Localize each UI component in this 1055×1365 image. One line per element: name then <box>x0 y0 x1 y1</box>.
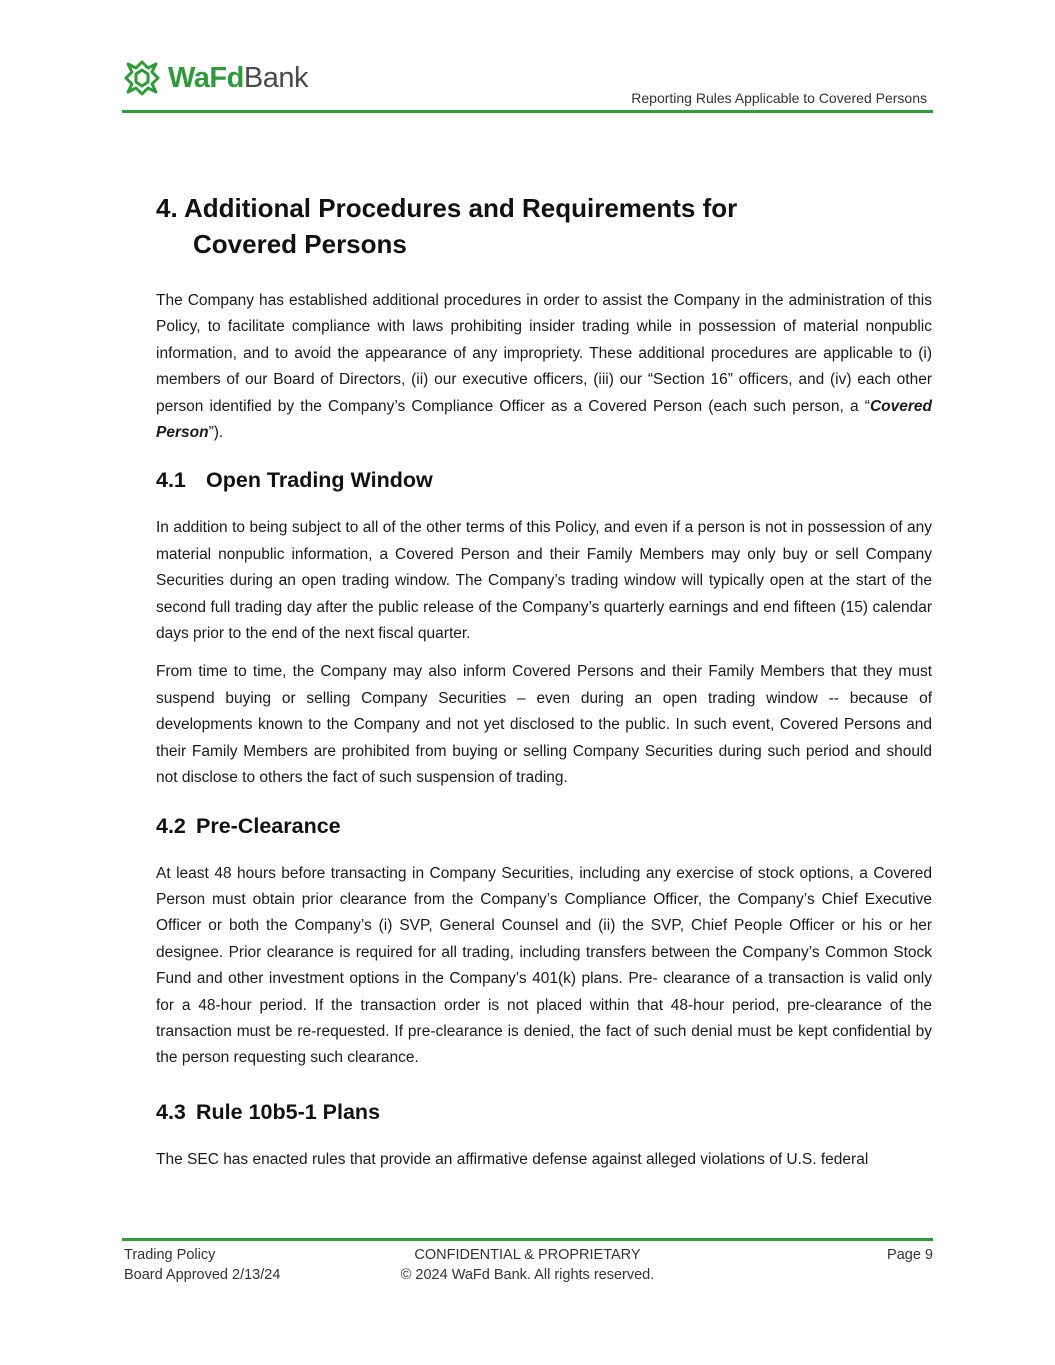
header-divider <box>122 110 933 113</box>
logo-wafd: WaFd <box>168 62 244 94</box>
intro-text-pre: The Company has established additional procedures in order to assist the Company in the administration of this Policy, to facilitate compliance with laws prohibiting insider trading while in possession of material nonpublic information, and to avoid the appearance of any impropriety. These additional procedures are applicable to (i) members of our Board of Directors, (ii) our executive officers, (iii) our “Section 16” officers, and (iv) each other person identified by the Company’s Compliance Officer as a Covered Person (each such person, a “ <box>156 292 932 415</box>
footer-confidential: CONFIDENTIAL & PROPRIETARY <box>414 1247 641 1263</box>
footer-page-number: Page 9 <box>887 1247 933 1263</box>
section-4-2-heading <box>156 814 932 839</box>
intro-text-post: ”). <box>208 424 224 442</box>
section-4-2-title: Pre-Clearance <box>196 813 341 838</box>
footer-approval-date: Board Approved 2/13/24 <box>124 1267 281 1283</box>
footer-divider <box>122 1238 933 1241</box>
footer-policy-name: Trading Policy <box>124 1247 216 1263</box>
section-4-1-title: Open Trading Window <box>206 468 433 493</box>
section-4-2-paragraph-1: At least 48 hours before transacting in Company Securities, including any exercise of stock options, a Covered Person must obtain prior clearance from the Company’s Compliance Officer, the Company’s Chief Executive Officer or both the Company’s (i) SVP, General Counsel and (ii) the SVP, Chief People Officer or his or her designee. Prior clearance is required for all trading, including transfers between the Company’s Common Stock Fund and other investment options in the Company’s 401(k) plans. Pre- clearance of a transaction is valid only for a 48-hour period. If the transaction order is not placed within that 48-hour period, pre-clearance of the transaction must be re-requested. If pre-clearance is denied, the fact of such denial must be kept confidential by the person requesting such clearance. <box>156 864 932 1067</box>
logo-wordmark <box>168 60 308 96</box>
wafd-logo-icon <box>122 58 162 98</box>
wafd-logo <box>122 58 308 98</box>
section-4-1-paragraph-2: From time to time, the Company may also inform Covered Persons and their Family Members that they must suspend buying or selling Company Securities – even during an open trading window -- because of developments known to the Company and not yet disclosed to the public. In such event, Covered Persons and their Family Members are prohibited from buying or selling Company Securities during such period and should not disclose to others the fact of such suspension of trading. <box>156 663 932 787</box>
page-footer <box>122 1238 933 1287</box>
section-4-heading <box>156 190 932 262</box>
section-4-2 <box>156 814 932 1072</box>
covered-person-term: Covered Person <box>156 397 932 442</box>
section-4-2-number: 4.2 <box>156 813 186 838</box>
footer-row-1 <box>122 1247 933 1267</box>
section-4-3 <box>156 1100 932 1173</box>
section-4-1 <box>156 468 932 791</box>
header-title: Reporting Rules Applicable to Covered Persons <box>631 90 927 106</box>
section-4-3-heading <box>156 1100 932 1125</box>
logo-bank: Bank <box>243 62 308 94</box>
section-4-heading-line1: 4. Additional Procedures and Requirements for <box>156 193 738 223</box>
section-4-3-number: 4.3 <box>156 1099 186 1124</box>
section-4-intro <box>156 288 932 446</box>
page-content <box>156 190 932 1185</box>
section-4-3-paragraph-1: The SEC has enacted rules that provide an affirmative defense against alleged violations of U.S. federal <box>156 1150 869 1168</box>
section-4-1-number: 4.1 <box>156 468 186 493</box>
footer-copyright: © 2024 WaFd Bank. All rights reserved. <box>400 1267 655 1283</box>
page-header <box>122 58 933 114</box>
footer-row-2 <box>122 1267 933 1287</box>
section-4-1-heading <box>156 468 932 493</box>
section-4-3-title: Rule 10b5-1 Plans <box>196 1099 381 1124</box>
section-4-1-paragraph-1: In addition to being subject to all of the other terms of this Policy, and even if a person is not in possession of any material nonpublic information, a Covered Person and their Family Members may only buy or sell Company Securities during an open trading window. The Company’s trading window will typically open at the start of the second full trading day after the public release of the Company’s quarterly earnings and end fifteen (15) calendar days prior to the end of the next fiscal quarter. <box>156 519 932 643</box>
section-4-heading-line2: Covered Persons <box>193 229 407 259</box>
